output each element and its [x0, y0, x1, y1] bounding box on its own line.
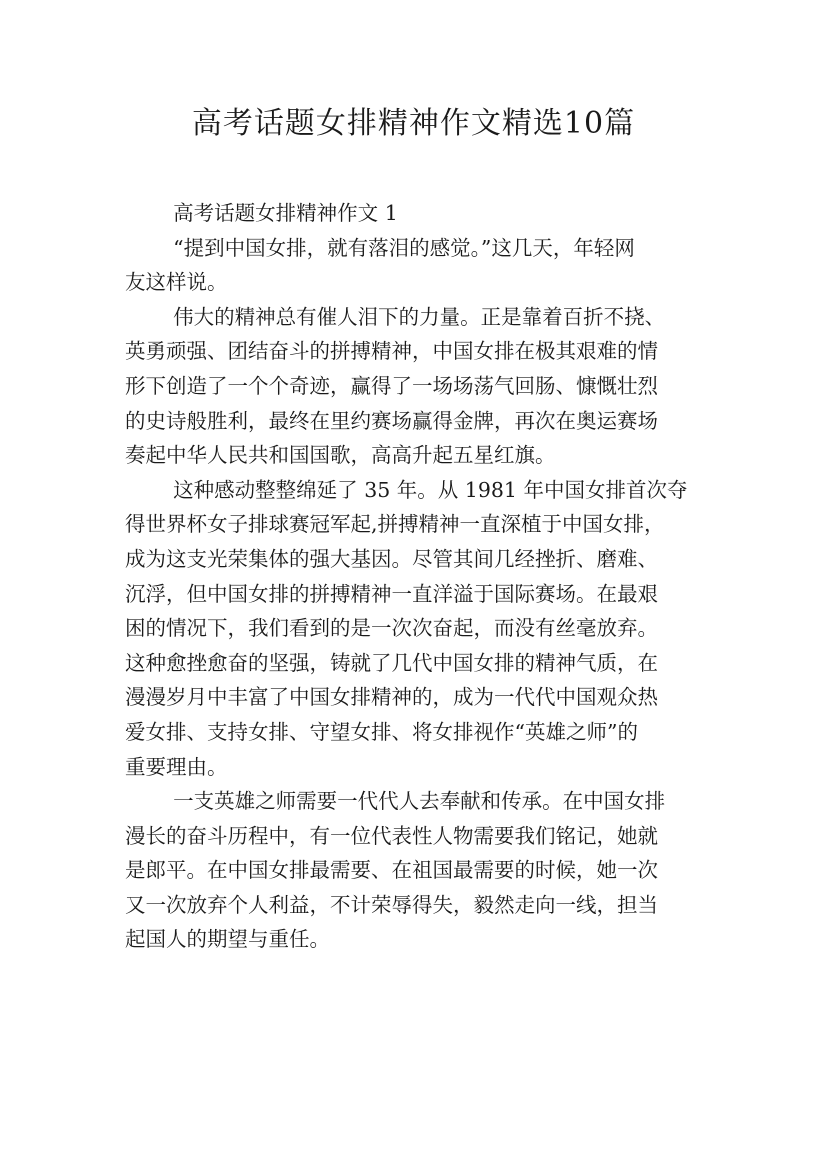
text-line: “提到中国女排，就有落泪的感觉。”这几天，年轻网 [173, 235, 635, 260]
text-line: 成为这支光荣集体的强大基因。尽管其间几经挫折、磨难、 [125, 546, 658, 571]
text-line: 友这样说。 [125, 270, 228, 295]
paragraph-history [125, 473, 705, 784]
text-line: 是郎平。在中国女排最需要、在祖国最需要的时候，她一次 [125, 858, 658, 883]
text-line: 得世界杯女子排球赛冠军起,拼搏精神一直深植于中国女排， [125, 512, 665, 537]
text-line: 的史诗般胜利，最终在里约赛场赢得金牌，再次在奥运赛场 [125, 408, 658, 433]
text-line: 伟大的精神总有催人泪下的力量。正是靠着百折不挠、 [173, 304, 666, 329]
text-line: 起国人的期望与重任。 [125, 927, 330, 952]
document-title: 高考话题女排精神作文精选10篇 [191, 106, 636, 141]
text-line: 沉浮，但中国女排的拼搏精神一直洋溢于国际赛场。在最艰 [125, 581, 658, 606]
text-line: 爱女排、支持女排、守望女排、将女排视作“英雄之师”的 [125, 719, 638, 744]
text-line: 重要理由。 [125, 754, 228, 779]
text-line: 形下创造了一个个奇迹，赢得了一场场荡气回肠、慷慨壮烈 [125, 373, 658, 398]
document-body [125, 196, 705, 957]
text-line: 困的情况下，我们看到的是一次次奋起，而没有丝毫放弃。 [125, 616, 658, 641]
text-line: 漫漫岁月中丰富了中国女排精神的，成为一代代中国观众热 [125, 685, 658, 710]
text-line: 这种愈挫愈奋的坚强，铸就了几代中国女排的精神气质，在 [125, 650, 658, 675]
text-line: 这种感动整整绵延了 35 年。从 1981 年中国女排首次夺 [173, 477, 688, 502]
text-line: 高考话题女排精神作文 1 [173, 201, 398, 225]
text-line: 一支英雄之师需要一代代人去奉献和传承。在中国女排 [173, 789, 666, 814]
text-line: 奏起中华人民共和国国歌，高高升起五星红旗。 [125, 443, 556, 468]
text-line: 漫长的奋斗历程中，有一位代表性人物需要我们铭记，她就 [125, 823, 658, 848]
paragraph-quote [125, 231, 705, 300]
paragraph-lang-ping [125, 784, 705, 957]
paragraph-subtitle [125, 196, 705, 231]
text-line: 英勇顽强、团结奋斗的拼搏精神，中国女排在极其艰难的情 [125, 339, 658, 364]
text-line: 又一次放弃个人利益，不计荣辱得失，毅然走向一线，担当 [125, 892, 658, 917]
paragraph-spirit [125, 300, 705, 473]
